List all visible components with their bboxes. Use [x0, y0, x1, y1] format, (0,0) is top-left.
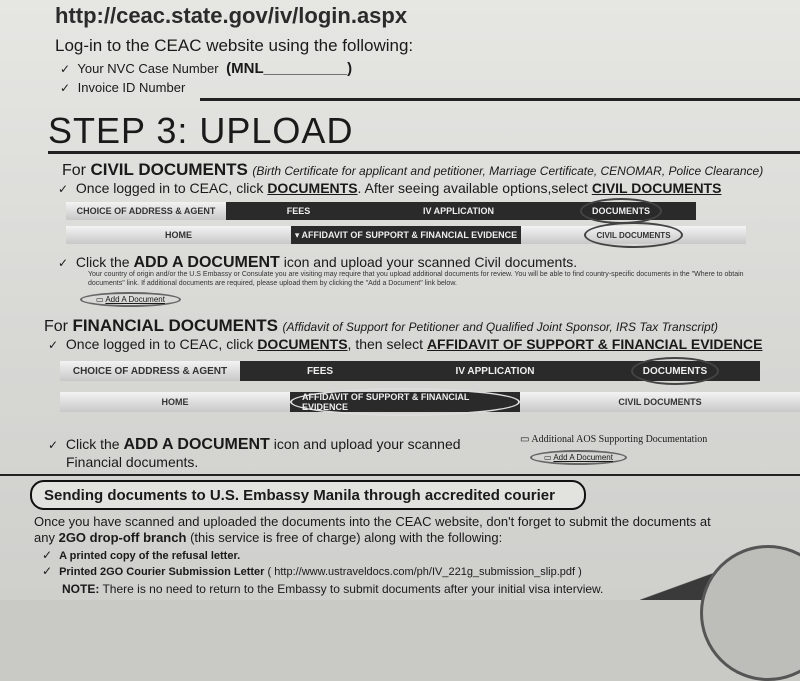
civil-fine-print: Your country of origin and/or the U.S Embassy or Consulate you are visiting may require that you upload additional documents for review. You will be able to find country-specific documents in the "Where to obtain documents" link. If additional documents are required, please upload them by clicking the "Add a Document" link below.	[88, 271, 744, 287]
nav-affidavit[interactable]: AFFIDAVIT OF SUPPORT & FINANCIAL EVIDENCE	[290, 392, 520, 412]
nav-civil-documents[interactable]: CIVIL DOCUMENTS	[520, 392, 800, 412]
civil-nav-bottom	[66, 226, 746, 244]
nav-tab-fees[interactable]: FEES	[240, 361, 400, 381]
divider	[48, 151, 800, 154]
checkmark-icon: ✓	[48, 338, 59, 352]
checkmark-icon: ✓	[42, 564, 53, 578]
divider	[200, 98, 800, 101]
checkmark-icon: ✓	[60, 62, 71, 76]
nav-affidavit[interactable]: ▾ AFFIDAVIT OF SUPPORT & FINANCIAL EVIDENCE	[291, 226, 521, 244]
civil-heading: For CIVIL DOCUMENTS (Birth Certificate for applicant and petitioner, Marriage Certificate, CENOMAR, Police Clearance)	[62, 160, 764, 179]
checkmark-icon: ✓	[48, 438, 59, 452]
nav-civil-documents[interactable]: CIVIL DOCUMENTS	[521, 226, 746, 244]
courier-item-refusal: ✓ A printed copy of the refusal letter.	[42, 548, 241, 562]
nav-tab-documents[interactable]: DOCUMENTS	[546, 202, 696, 220]
courier-note: NOTE: There is no need to return to the Embassy to submit documents after your initial visa interview.	[62, 582, 604, 596]
civil-step-2: ✓ Click the ADD A DOCUMENT icon and upload your scanned Civil documents.	[58, 254, 578, 271]
checkmark-icon: ✓	[58, 256, 69, 270]
add-document-link-financial[interactable]: ▭ Add A Document	[530, 450, 627, 465]
document-icon: ▭	[544, 453, 552, 462]
document-icon: ▭	[96, 295, 104, 304]
add-document-link-civil[interactable]: ▭ Add A Document	[80, 292, 181, 307]
nav-home[interactable]: HOME	[60, 392, 290, 412]
nav-tab-choice-of-address[interactable]: CHOICE OF ADDRESS & AGENT	[66, 202, 226, 220]
courier-item-submission-letter: ✓ Printed 2GO Courier Submission Letter ( http://www.ustraveldocs.com/ph/IV_221g_submission_slip.pdf )	[42, 564, 582, 578]
step-title: STEP 3: UPLOAD	[48, 110, 354, 151]
checkmark-icon: ✓	[58, 182, 69, 196]
civil-nav-top	[66, 202, 696, 220]
checklist-item-case-number: ✓ Your NVC Case Number (MNL__________)	[60, 60, 353, 77]
nav-tab-choice-of-address[interactable]: CHOICE OF ADDRESS & AGENT	[60, 361, 240, 381]
nav-tab-iv-application[interactable]: IV APPLICATION	[400, 361, 590, 381]
checkmark-icon: ✓	[42, 548, 53, 562]
financial-nav-bottom	[60, 392, 800, 412]
nav-home[interactable]: HOME	[66, 226, 291, 244]
civil-step-1: ✓ Once logged in to CEAC, click DOCUMENTS. After seeing available options,select CIVIL DOCUMENTS	[58, 180, 722, 196]
nav-tab-iv-application[interactable]: IV APPLICATION	[371, 202, 546, 220]
checkmark-icon: ✓	[60, 81, 71, 95]
financial-step-1: ✓ Once logged in to CEAC, click DOCUMENTS, then select AFFIDAVIT OF SUPPORT & FINANCIAL EVIDENCE	[48, 336, 763, 352]
nav-tab-fees[interactable]: FEES	[226, 202, 371, 220]
login-instructions: Log-in to the CEAC website using the following:	[55, 36, 414, 55]
financial-step-2-cont: Financial documents.	[66, 454, 199, 470]
nav-tab-documents[interactable]: DOCUMENTS	[590, 361, 760, 381]
financial-step-2: ✓ Click the ADD A DOCUMENT icon and upload your scanned	[48, 436, 461, 453]
ceac-url[interactable]: http://ceac.state.gov/iv/login.aspx	[55, 3, 408, 28]
aos-supporting-doc: ▭ Additional AOS Supporting Documentation	[520, 434, 708, 445]
financial-nav-top	[60, 361, 760, 381]
courier-banner: Sending documents to U.S. Embassy Manila through accredited courier	[30, 480, 586, 510]
financial-heading: For FINANCIAL DOCUMENTS (Affidavit of Support for Petitioner and Qualified Joint Sponsor, IRS Tax Transcript)	[44, 316, 719, 335]
courier-paragraph-2: any 2GO drop-off branch (this service is free of charge) along with the following:	[34, 530, 503, 545]
courier-paragraph-1: Once you have scanned and uploaded the documents into the CEAC website, don't forget to submit the documents at	[34, 514, 711, 529]
divider	[0, 474, 800, 476]
document-icon: ▭	[520, 434, 530, 445]
checklist-item-invoice: ✓ Invoice ID Number	[60, 80, 186, 95]
